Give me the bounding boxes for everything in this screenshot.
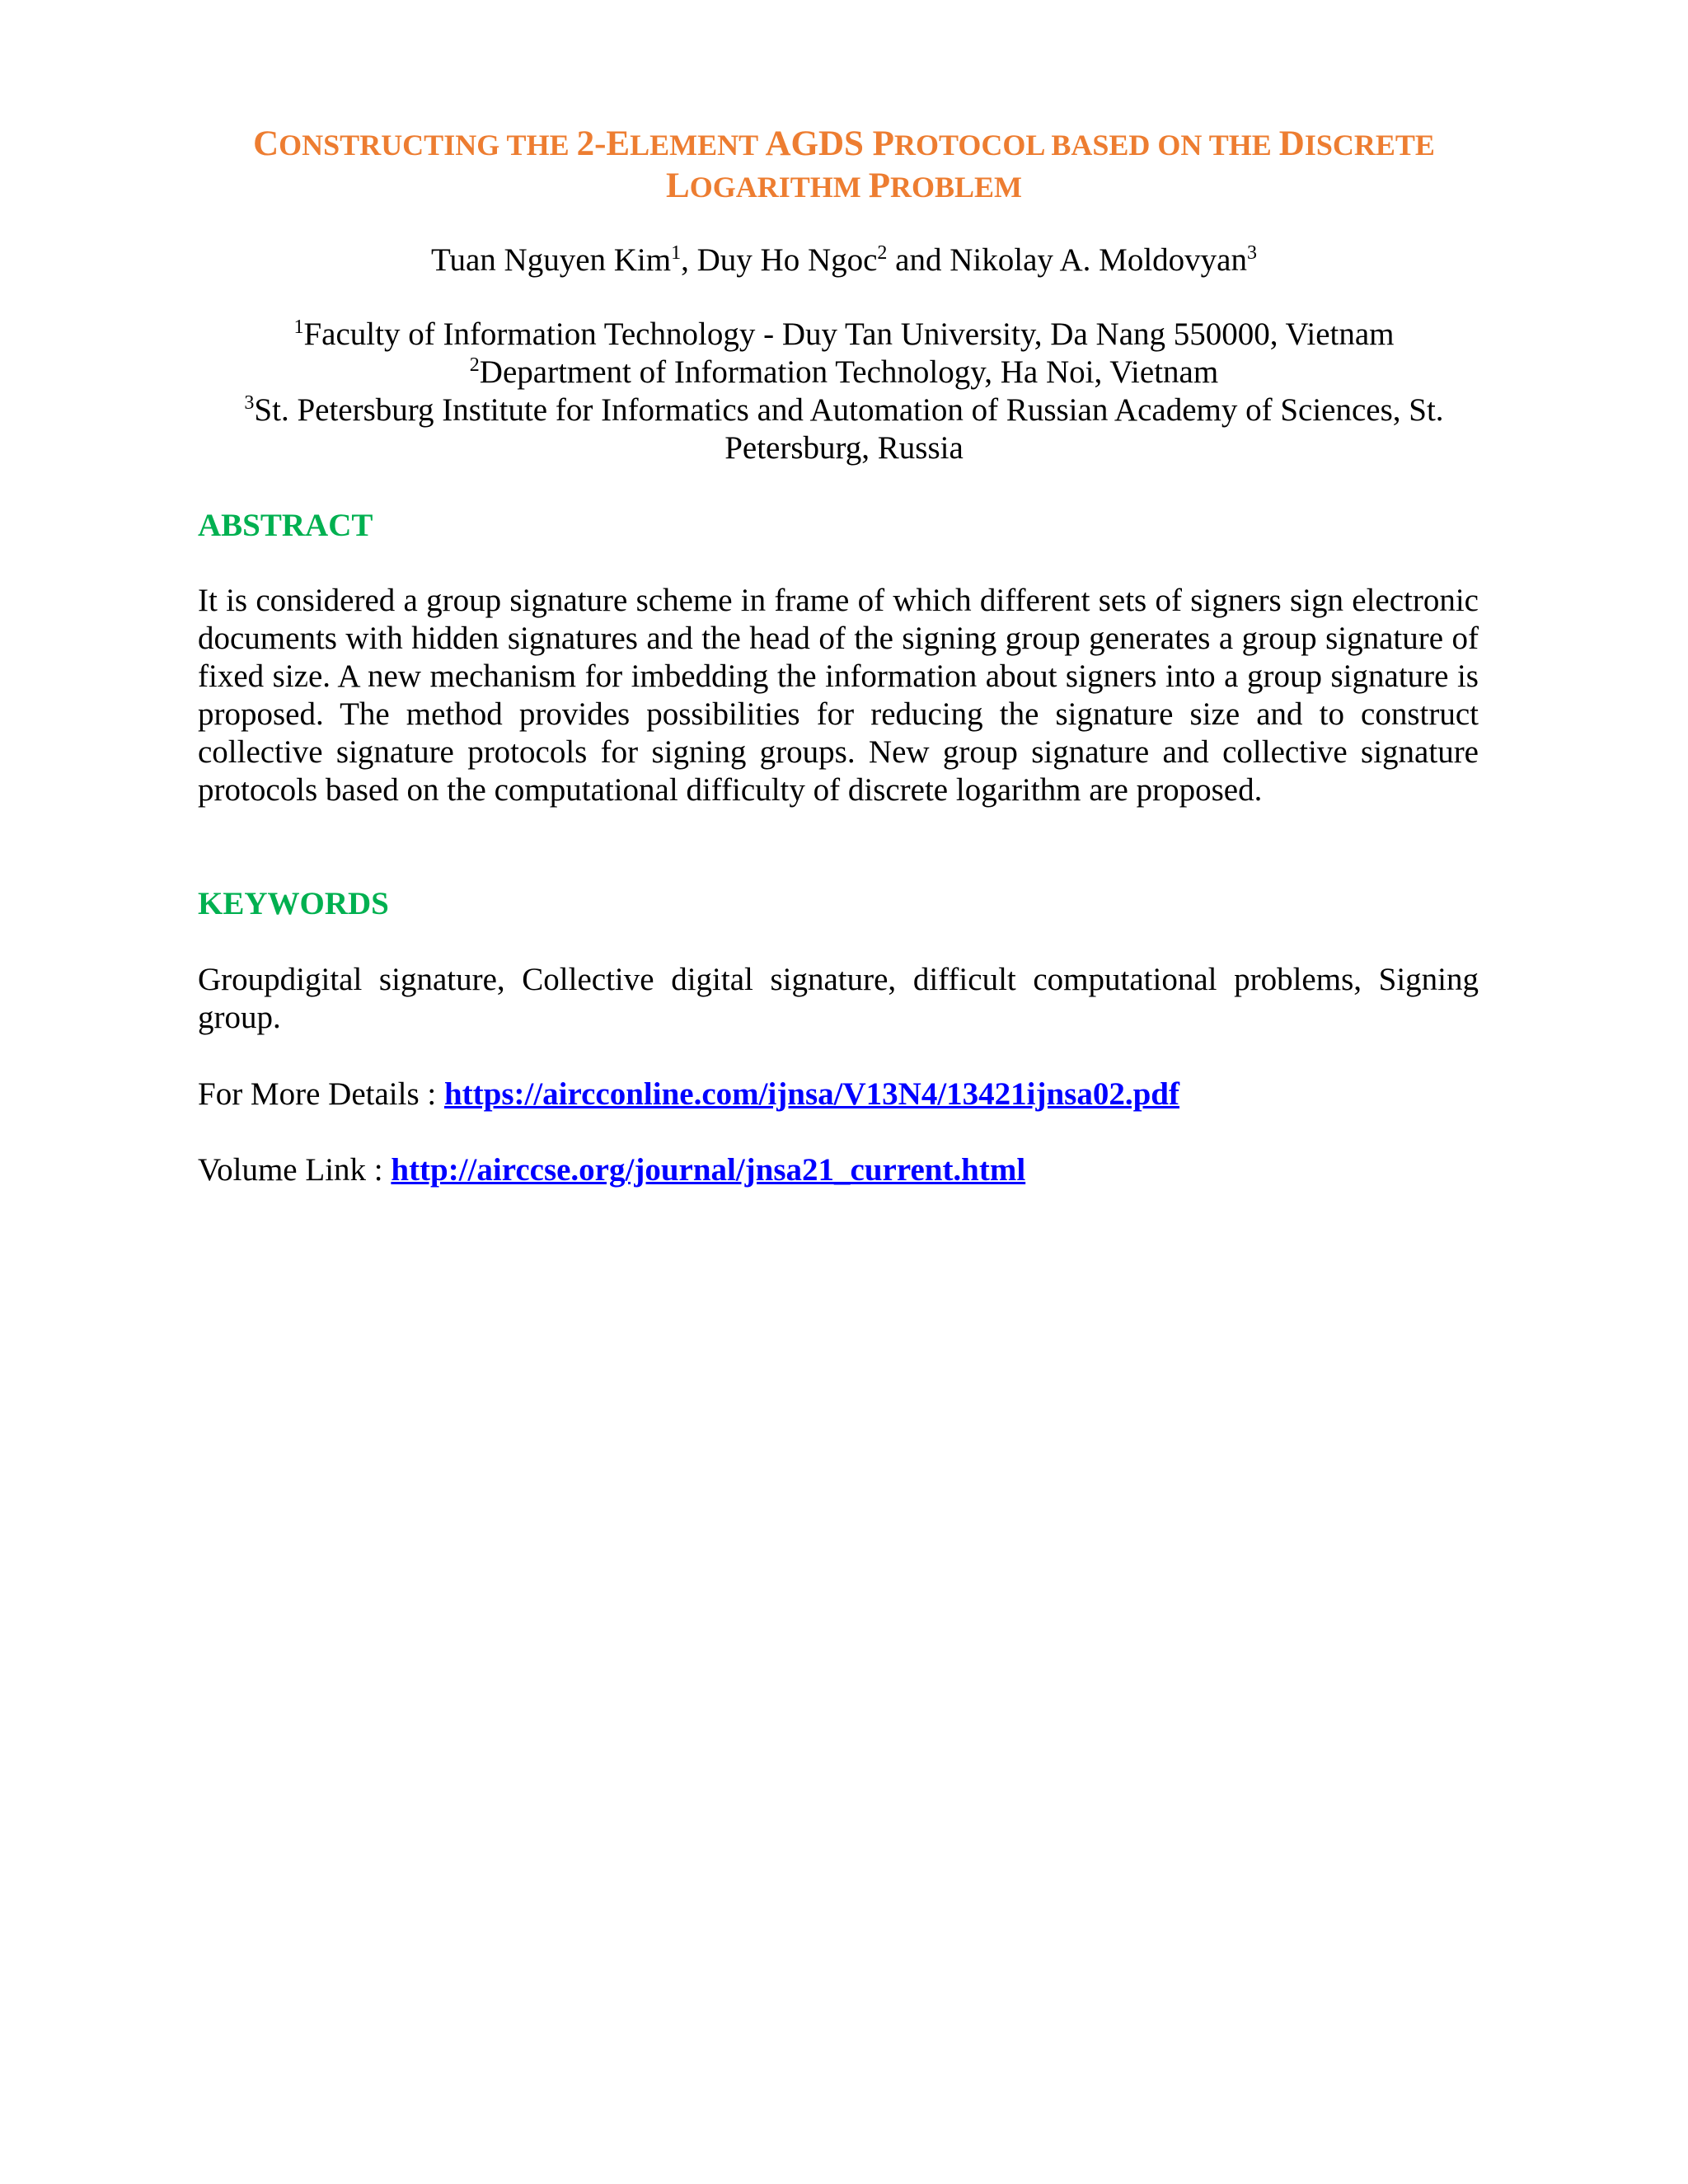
- volume-label: Volume Link :: [198, 1152, 392, 1188]
- author-name: Tuan Nguyen Kim: [431, 242, 672, 278]
- author-separator: and: [887, 242, 950, 278]
- affiliation-mark: 2: [469, 354, 480, 376]
- abstract-heading: ABSTRACT: [198, 508, 373, 543]
- details-label: For More Details :: [198, 1076, 444, 1112]
- author-affiliation-mark: 3: [1246, 242, 1257, 264]
- title-text: C: [253, 124, 279, 163]
- details-link[interactable]: https://aircconline.com/ijnsa/V13N4/13421ijnsa02.pdf: [443, 1076, 1179, 1112]
- affiliation-list: [198, 316, 1490, 467]
- title-text: L: [666, 166, 690, 205]
- details-line: [198, 1075, 1179, 1114]
- keywords-text: Groupdigital signature, Collective digital signature, difficult computational problems, Signing group.: [198, 962, 1479, 1035]
- affiliation-mark: 1: [293, 316, 304, 338]
- paper-title: [198, 124, 1490, 208]
- keywords-heading: KEYWORDS: [198, 886, 389, 921]
- title-text: D: [1278, 124, 1305, 163]
- affiliation-mark: 3: [244, 392, 255, 414]
- title-text: ROTOCOL BASED ON THE: [893, 129, 1279, 162]
- abstract-text: It is considered a group signature scheme in frame of which different sets of signers sign electronic documents with hidden signatures and the head of the signing group generates a group signature of fixed size. A new mechanism for imbedding the information about signers into a group signature is proposed. The method provides possibilities for reducing the signature size and to construct collective signature protocols for signing groups. New group signature and collective signature protocols based on the computational difficulty of discrete logarithm are proposed.: [198, 583, 1479, 808]
- author-separator: ,: [681, 242, 697, 278]
- author-name: Duy Ho Ngoc: [696, 242, 878, 278]
- affiliation-text: Department of Information Technology, Ha Noi, Vietnam: [479, 354, 1219, 390]
- author-affiliation-mark: 2: [877, 242, 888, 264]
- title-text: AGDS P: [765, 124, 894, 163]
- affiliation-text: Faculty of Information Technology - Duy Tan University, Da Nang 550000, Vietnam: [303, 316, 1395, 352]
- title-text: LEMENT: [630, 129, 766, 162]
- author-affiliation-mark: 1: [671, 242, 682, 264]
- author-list: [198, 241, 1490, 280]
- title-text: P: [868, 166, 890, 205]
- title-text: OGARITHM: [689, 171, 869, 204]
- volume-link[interactable]: http://airccse.org/journal/jnsa21_current.html: [391, 1152, 1026, 1188]
- title-text: ISCRETE: [1304, 129, 1435, 162]
- affiliation-text: St. Petersburg Institute for Informatics and Automation of Russian Academy of Sciences, St. Petersburg, Russia: [254, 392, 1444, 466]
- author-name: Nikolay A. Moldovyan: [950, 242, 1247, 278]
- title-text: ROBLEM: [889, 171, 1022, 204]
- title-text: ONSTRUCTING THE: [279, 129, 577, 162]
- title-text: 2-E: [576, 124, 631, 163]
- volume-line: [198, 1151, 1025, 1190]
